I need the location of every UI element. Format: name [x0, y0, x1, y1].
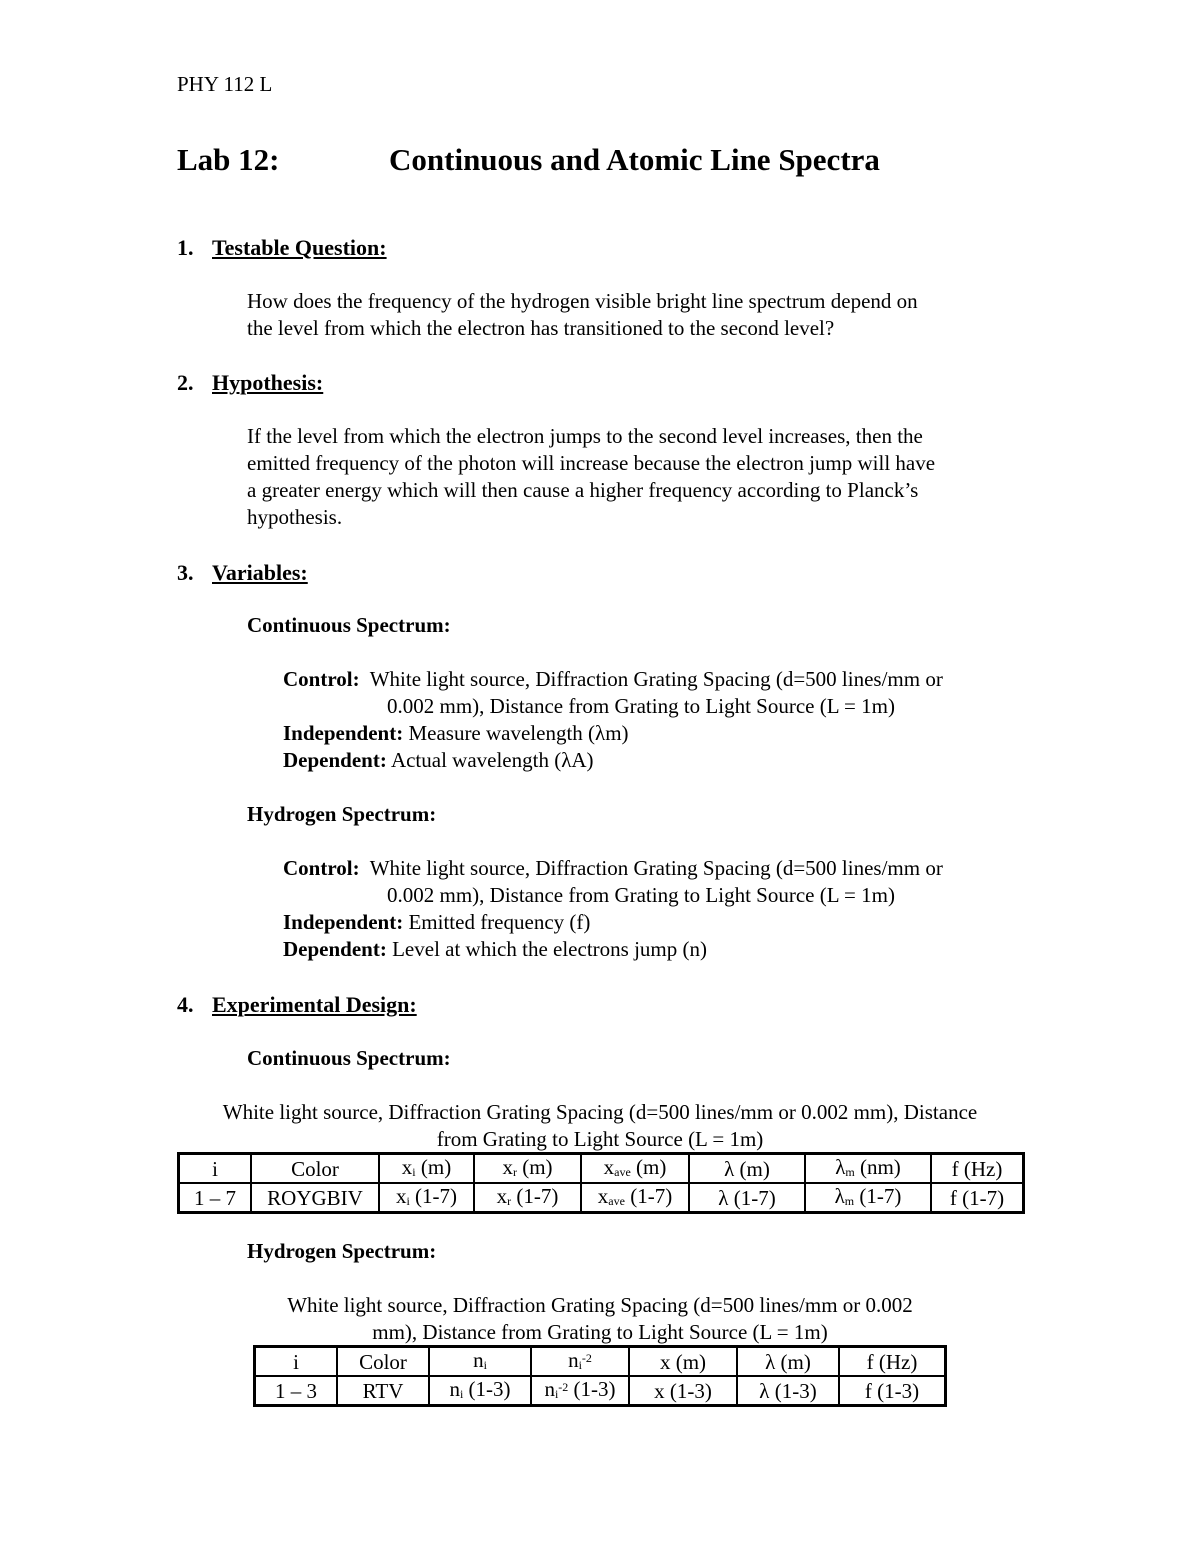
table-row	[255, 1376, 946, 1406]
dependent-row	[283, 936, 1063, 963]
text-line: a greater energy which will then cause a higher frequency according to Planck’s	[247, 478, 919, 502]
cell-f: f (1-7)	[931, 1183, 1024, 1213]
section-heading: Testable Question:	[212, 235, 387, 260]
control-row	[283, 855, 1063, 882]
section-heading: Hypothesis:	[212, 370, 324, 395]
variables-continuous	[283, 666, 1063, 774]
cell-lambda: λ (1-7)	[689, 1183, 805, 1213]
text-line: the level from which the electron has transitioned to the second level?	[247, 316, 835, 340]
control-label: Control:	[283, 667, 360, 691]
cell-f: f (1-3)	[839, 1376, 946, 1406]
header-cell-color: Color	[251, 1154, 379, 1184]
cell-i: 1 – 3	[255, 1376, 338, 1406]
section-experimental-design	[177, 992, 417, 1018]
header-cell-lambda-m: $\lambda_m$ (nm)	[805, 1154, 931, 1184]
text-line: If the level from which the electron jumps to the second level increases, then the	[247, 424, 923, 448]
lab-number: Lab 12:	[177, 142, 280, 177]
header-cell-xave: $x_{ave}$ (m)	[581, 1154, 689, 1184]
text-line: emitted frequency of the photon will increase because the electron jump will have	[247, 451, 936, 475]
control-text-cont: 0.002 mm), Distance from Grating to Light Source (L = 1m)	[387, 694, 895, 718]
table-header-row	[179, 1154, 1024, 1184]
independent-row	[283, 720, 1063, 747]
section-number: 3.	[177, 560, 194, 585]
independent-row	[283, 909, 1063, 936]
cell-color: RTV	[337, 1376, 429, 1406]
cell-xr: $x_r$ (1-7)	[474, 1183, 581, 1213]
cell-ni-2: $n_i^{-2}$ (1-3)	[531, 1376, 629, 1406]
design-continuous-caption	[172, 1099, 1028, 1153]
dependent-label: Dependent:	[283, 748, 387, 772]
section-hypothesis	[177, 370, 323, 396]
dependent-label: Dependent:	[283, 937, 387, 961]
dependent-text: Level at which the electrons jump (n)	[392, 937, 707, 961]
header-cell-lambda: λ (m)	[689, 1154, 805, 1184]
control-label: Control:	[283, 856, 360, 880]
independent-label: Independent:	[283, 910, 404, 934]
section-number: 1.	[177, 235, 194, 260]
hypothesis-text	[247, 423, 1047, 531]
header-cell-ni-2: $n_i^{-2}$	[531, 1347, 629, 1377]
dependent-text: Actual wavelength (λA)	[390, 748, 594, 772]
header-cell-lambda: λ (m)	[737, 1347, 839, 1377]
section-variables	[177, 560, 308, 586]
design-hydrogen-title: Hydrogen Spectrum:	[247, 1239, 437, 1263]
cell-xave: $x_{ave}$ (1-7)	[581, 1183, 689, 1213]
independent-label: Independent:	[283, 721, 404, 745]
variables-hydrogen	[283, 855, 1063, 963]
testable-question-text	[247, 288, 1047, 342]
cell-lambda: λ (1-3)	[737, 1376, 839, 1406]
cell-xi: $x_i$ (1-7)	[379, 1183, 474, 1213]
text-line: How does the frequency of the hydrogen visible bright line spectrum depend on	[247, 289, 918, 313]
header-cell-f: f (Hz)	[931, 1154, 1024, 1184]
header-cell-f: f (Hz)	[839, 1347, 946, 1377]
cell-lambda-m: $\lambda_m$ (1-7)	[805, 1183, 931, 1213]
control-text: White light source, Diffraction Grating Spacing (d=500 lines/mm or	[369, 856, 943, 880]
hydrogen-data-table	[253, 1345, 947, 1407]
cell-i: 1 – 7	[179, 1183, 252, 1213]
variables-continuous-title: Continuous Spectrum:	[247, 613, 451, 637]
control-row	[283, 666, 1063, 693]
table-header-row	[255, 1347, 946, 1377]
section-heading: Experimental Design:	[212, 992, 417, 1017]
text-line: hypothesis.	[247, 505, 343, 529]
header-cell-xr: $x_r$ (m)	[474, 1154, 581, 1184]
independent-text: Emitted frequency (f)	[408, 910, 591, 934]
course-code: PHY 112 L	[177, 72, 273, 96]
lab-title	[177, 142, 880, 178]
caption-line: White light source, Diffraction Grating Spacing (d=500 lines/mm or 0.002	[287, 1293, 913, 1317]
section-testable-question	[177, 235, 387, 261]
header-cell-xi: $x_i$ (m)	[379, 1154, 474, 1184]
header-cell-color: Color	[337, 1347, 429, 1377]
cell-ni: $n_i$ (1-3)	[429, 1376, 531, 1406]
design-hydrogen-caption	[250, 1292, 950, 1346]
design-continuous-title: Continuous Spectrum:	[247, 1046, 451, 1070]
cell-x: x (1-3)	[629, 1376, 737, 1406]
section-heading: Variables:	[212, 560, 308, 585]
caption-line: from Grating to Light Source (L = 1m)	[436, 1127, 764, 1151]
continuous-data-table	[177, 1152, 1025, 1214]
section-number: 4.	[177, 992, 194, 1017]
table-row	[179, 1183, 1024, 1213]
lab-title-text: Continuous and Atomic Line Spectra	[389, 142, 880, 177]
control-text-cont: 0.002 mm), Distance from Grating to Light Source (L = 1m)	[387, 883, 895, 907]
caption-line: mm), Distance from Grating to Light Source (L = 1m)	[372, 1320, 828, 1344]
section-number: 2.	[177, 370, 194, 395]
independent-text: Measure wavelength (λm)	[408, 721, 629, 745]
dependent-row	[283, 747, 1063, 774]
header-cell-ni: $n_i$	[429, 1347, 531, 1377]
caption-line: White light source, Diffraction Grating Spacing (d=500 lines/mm or 0.002 mm), Distance	[222, 1100, 978, 1124]
header-cell-x: x (m)	[629, 1347, 737, 1377]
control-text: White light source, Diffraction Grating Spacing (d=500 lines/mm or	[369, 667, 943, 691]
cell-color: ROYGBIV	[251, 1183, 379, 1213]
header-cell-i: i	[255, 1347, 338, 1377]
variables-hydrogen-title: Hydrogen Spectrum:	[247, 802, 437, 826]
header-cell-i: i	[179, 1154, 252, 1184]
